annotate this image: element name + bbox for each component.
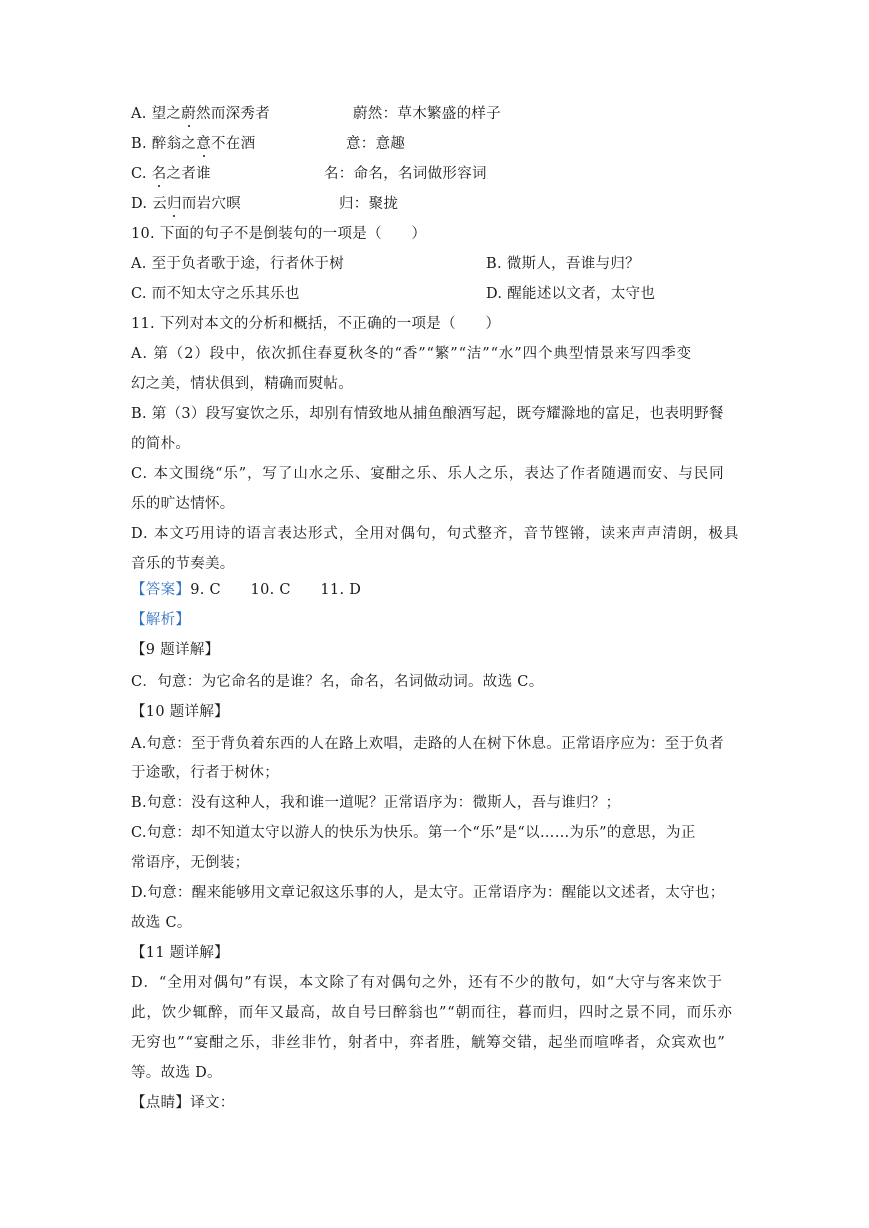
option-gloss: 意：意趣 [346, 136, 406, 152]
option-text: 然而深秀者 [196, 106, 271, 122]
analysis-label: 【解析】 [131, 612, 191, 628]
q11-option-c: C. 本文围绕“乐”，写了山水之乐、宴酣之乐、乐人之乐，表达了作者随遇而安、与民同 [131, 466, 725, 482]
option-text: 之者谁 [166, 166, 211, 182]
q10-stem: 10. 下面的句子不是倒装句的一项是（ ） [131, 226, 427, 242]
option-text: C. [131, 166, 152, 182]
emphasized-char: 蔚 [181, 106, 197, 122]
q11-option-a-cont: 幻之美，情状俱到，精确而熨帖。 [131, 376, 353, 392]
detail-11-title: 【11 题详解】 [131, 945, 229, 961]
q11-option-d-cont: 音乐的节奏美。 [131, 556, 235, 572]
q10-options-row-1 [131, 254, 640, 274]
q10-option-c: C. 而不知太守之乐其乐也 [131, 286, 300, 302]
detail-10-c-cont: 常语序，无倒装； [131, 855, 250, 871]
q11-option-a: A. 第（2）段中，依次抓住春夏秋冬的“香”“繁”“洁”“水”四个典型情景来写四季变 [131, 346, 693, 362]
dianjing-text: 译文： [190, 1095, 235, 1111]
dianjing-label: 【点睛】 [131, 1095, 191, 1111]
q10-option-b: B. 微斯人，吾谁与归？ [486, 256, 640, 272]
q9-option-b [131, 134, 406, 154]
option-text: A. 望之 [131, 106, 182, 122]
q10-option-d: D. 醒能述以文者，太守也 [486, 286, 656, 302]
answer-text: 9. C 10. C 11. D [190, 582, 362, 598]
dianjing-line [131, 1093, 235, 1113]
q11-option-d: D. 本文巧用诗的语言表达形式，全用对偶句，句式整齐，音节铿锵，读来声声清朗，极具 [131, 526, 740, 542]
answer-line [131, 580, 361, 600]
q11-option-c-cont: 乐的旷达情怀。 [131, 496, 235, 512]
option-text: D. 云 [131, 196, 168, 212]
q9-option-c [131, 164, 487, 184]
q10-option-a: A. 至于负者歌于途，行者休于树 [131, 256, 344, 272]
option-text: B. 醉翁之 [131, 136, 197, 152]
detail-10-a: A.句意：至于背负着东西的人在路上欢唱，走路的人在树下休息。正常语序应为：至于负者 [131, 736, 724, 752]
detail-10-c: C.句意：却不知道太守以游人的快乐为快乐。第一个“乐”是“以……为乐”的意思，为正 [131, 825, 696, 841]
detail-11-text-1: D．“全用对偶句”有误，本文除了有对偶句之外，还有不少的散句，如“大守与客来饮于 [131, 975, 723, 991]
option-text: 不在酒 [211, 136, 256, 152]
q11-option-b-cont: 的简朴。 [131, 436, 191, 452]
answer-label: 【答案】 [131, 582, 191, 598]
emphasized-char: 意 [196, 136, 211, 152]
detail-10-a-cont: 于途歌，行者于树休； [131, 765, 279, 781]
detail-9-text: C．句意：为它命名的是谁？名，命名，名词做动词。故选 C。 [131, 674, 544, 690]
detail-10-d-cont: 故选 C。 [131, 915, 192, 931]
option-gloss: 名：命名，名词做形容词 [324, 166, 487, 182]
q10-options-row-2 [131, 284, 656, 304]
q11-stem: 11. 下列对本文的分析和概括，不正确的一项是（ ） [131, 316, 501, 332]
detail-9-title: 【9 题详解】 [131, 642, 220, 658]
emphasized-char: 归 [167, 196, 182, 212]
q11-option-b: B. 第（3）段写宴饮之乐，却别有情致地从捕鱼酿酒写起，既夸耀滁地的富足，也表明野餐 [131, 406, 724, 422]
detail-11-text-4: 等。故选 D。 [131, 1065, 222, 1081]
detail-10-d: D.句意：醒来能够用文章记叙这乐事的人，是太守。正常语序为：醒能以文述者，太守也； [131, 885, 725, 901]
detail-11-text-2: 此，饮少辄醉，而年又最高，故自号曰醉翁也”“朝而往，暮而归，四时之景不同，而乐亦 [131, 1005, 733, 1021]
q9-option-d [131, 194, 399, 214]
option-gloss: 归：聚拢 [339, 196, 399, 212]
detail-10-title: 【10 题详解】 [131, 704, 229, 720]
option-gloss: 蔚然：草木繁盛的样子 [353, 106, 501, 122]
detail-10-b: B.句意：没有这种人，我和谁一道呢？正常语序为：微斯人，吾与谁归？； [131, 795, 621, 811]
emphasized-char: 名 [151, 166, 167, 182]
q9-option-a [131, 104, 501, 124]
option-text: 而岩穴暝 [181, 196, 242, 212]
detail-11-text-3: 无穷也”“宴酣之乐，非丝非竹，射者中，弈者胜，觥筹交错，起坐而喧哗者，众宾欢也” [131, 1035, 726, 1051]
